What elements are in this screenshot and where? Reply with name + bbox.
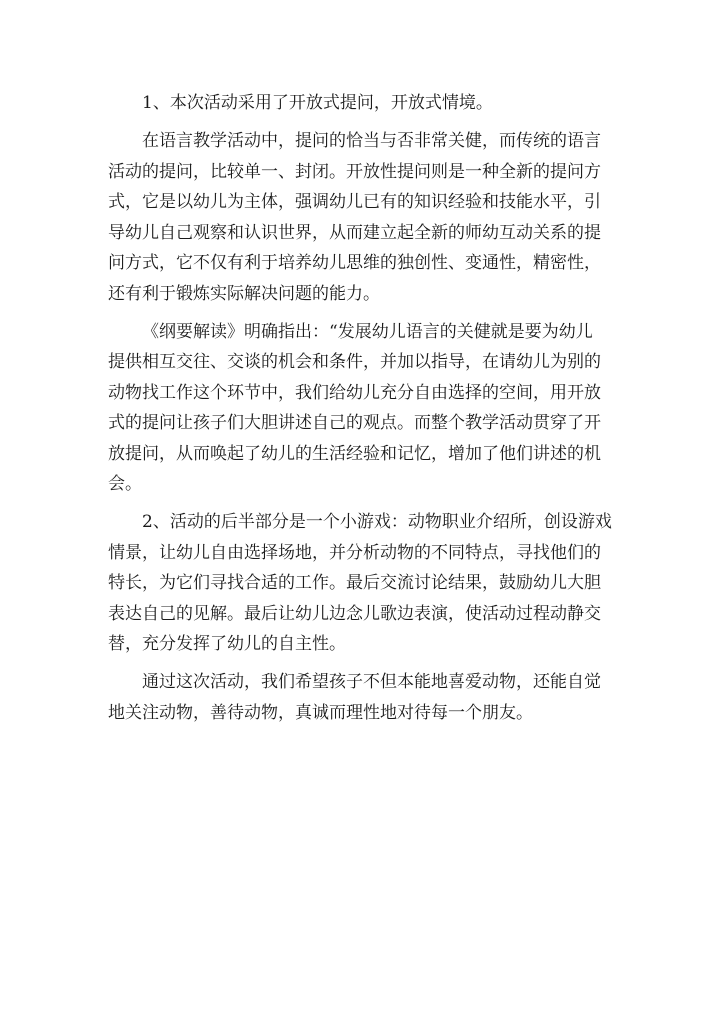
paragraph-line: 2、活动的后半部分是一个小游戏：动物职业介绍所，创设游戏: [142, 512, 612, 532]
paragraph-line: 特长，为它们寻找合适的工作。最后交流讨论结果，鼓励幼儿大胆: [108, 573, 601, 593]
paragraph-line: 活动的提问，比较单一、封闭。开放性提问则是一种全新的提问方: [108, 161, 601, 182]
paragraph-line: 动物找工作这个环节中，我们给幼儿充分自由选择的空间，用开放: [108, 382, 601, 403]
paragraph-line: 式的提问让孩子们大胆讲述自己的观点。而整个教学活动贯穿了开: [108, 413, 601, 433]
paragraph-line: 导幼儿自己观察和认识世界，从而建立起全新的师幼互动关系的提: [108, 222, 601, 243]
paragraph-line: 表达自己的见解。最后让幼儿边念儿歌边表演，使活动过程动静交: [108, 603, 601, 624]
paragraph-line: 通过这次活动，我们希望孩子不但本能地喜爱动物，还能自觉: [142, 672, 601, 692]
paragraph-line: 替，充分发挥了幼儿的自主性。: [108, 634, 346, 654]
paragraph-line: 1、本次活动采用了开放式提问，开放式情境。: [142, 93, 493, 113]
paragraph-2: [108, 126, 618, 309]
paragraph-line: 地关注动物，善待动物，真诚而理性地对待每一个朋友。: [108, 702, 533, 723]
paragraph-line: 会。: [108, 474, 142, 494]
paragraph-line: 放提问，从而唤起了幼儿的生活经验和记忆，增加了他们讲述的机: [108, 443, 601, 464]
paragraph-line: 式，它是以幼儿为主体，强调幼儿已有的知识经验和技能水平，引: [108, 192, 601, 212]
paragraph-5: [108, 667, 618, 728]
paragraph-line: 问方式，它不仅有利于培养幼儿思维的独创性、变通性，精密性，: [108, 253, 601, 273]
paragraph-line: 还有利于锻炼实际解决问题的能力。: [108, 283, 380, 304]
body-text: [108, 88, 618, 728]
paragraph-line: 情景，让幼儿自由选择场地，并分析动物的不同特点，寻找他们的: [108, 542, 601, 563]
paragraph-4: [108, 507, 618, 660]
paragraph-line: 《纲要解读》明确指出：“发展幼儿语言的关健就是要为幼儿: [142, 321, 593, 342]
paragraph-1: [108, 88, 618, 119]
paragraph-line: 在语言教学活动中，提问的恰当与否非常关健，而传统的语言: [142, 131, 601, 151]
paragraph-line: 提供相互交往、交谈的机会和条件，并加以指导，在请幼儿为别的: [108, 352, 601, 372]
paragraph-3: [108, 317, 618, 500]
